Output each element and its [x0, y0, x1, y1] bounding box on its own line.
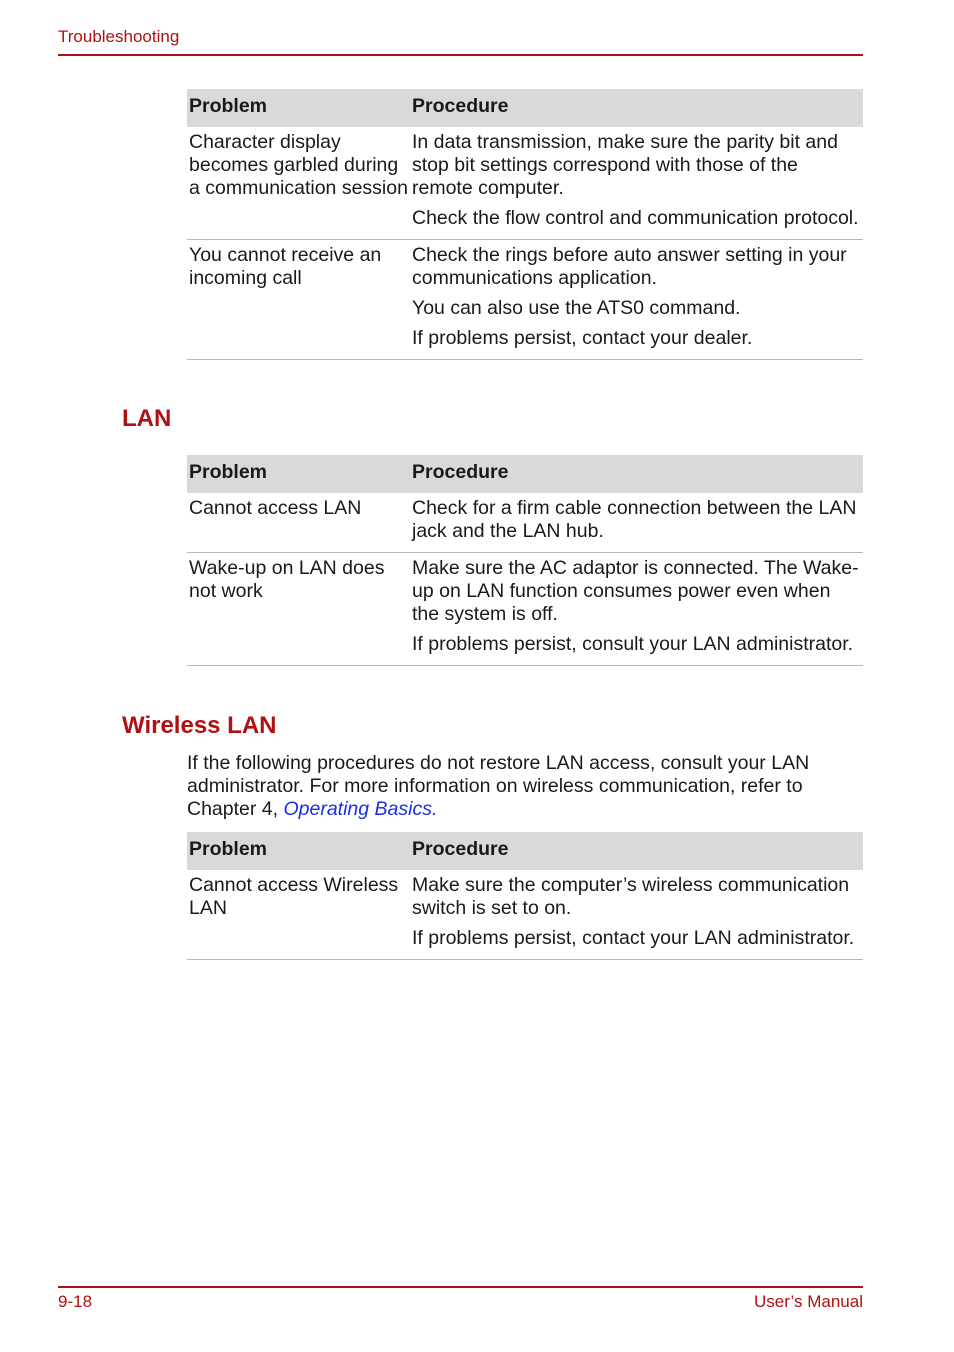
procedure-text: Make sure the computer’s wireless communication switch is set to on. — [412, 874, 850, 919]
table-header-row — [187, 832, 863, 870]
procedure-text: Check for a firm cable connection between the LAN jack and the LAN hub. — [412, 497, 857, 542]
procedure-text: You can also use the ATS0 command. — [412, 297, 741, 319]
procedure-text: If problems persist, consult your LAN administrator. — [412, 633, 854, 655]
procedure-cell — [410, 240, 863, 360]
wireless-lan-troubleshooting-table — [187, 832, 863, 960]
problem-cell: Cannot access Wireless LAN — [187, 870, 410, 960]
problem-cell: Wake-up on LAN does not work — [187, 553, 410, 666]
procedure-text: Check the rings before auto answer setting in your communications application. — [412, 244, 847, 289]
problem-cell: Cannot access LAN — [187, 493, 410, 553]
column-header-problem: Problem — [187, 455, 410, 493]
running-header: Troubleshooting — [58, 27, 180, 46]
table-row — [187, 553, 863, 666]
manual-title: User’s Manual — [754, 1292, 863, 1311]
table-row — [187, 493, 863, 553]
column-header-problem: Problem — [187, 89, 410, 127]
procedure-text: If problems persist, contact your dealer. — [412, 327, 753, 349]
procedure-cell — [410, 553, 863, 666]
procedure-text: Make sure the AC adaptor is connected. The Wake-up on LAN function consumes power even when the system is off. — [412, 557, 859, 625]
column-header-procedure: Procedure — [410, 89, 863, 127]
column-header-procedure: Procedure — [410, 832, 863, 870]
column-header-problem: Problem — [187, 832, 410, 870]
table-row — [187, 240, 863, 360]
column-header-procedure: Procedure — [410, 455, 863, 493]
wireless-intro-paragraph — [187, 752, 863, 821]
page-number: 9-18 — [58, 1292, 93, 1311]
operating-basics-link[interactable]: Operating Basics. — [283, 798, 438, 820]
header-rule — [58, 54, 863, 56]
procedure-cell — [410, 493, 863, 553]
procedure-text: If problems persist, contact your LAN administrator. — [412, 927, 855, 949]
section-title-lan: LAN — [122, 405, 172, 432]
intro-text: If the following procedures do not restore LAN access, consult your LAN administrator. For more information on wireless communication, refer to Chapter 4, — [187, 752, 810, 820]
table-row — [187, 127, 863, 240]
table-row — [187, 870, 863, 960]
table-header-row — [187, 89, 863, 127]
section-title-wireless-lan: Wireless LAN — [122, 712, 277, 739]
lan-troubleshooting-table — [187, 455, 863, 666]
procedure-text: Check the flow control and communication protocol. — [412, 207, 859, 229]
procedure-cell — [410, 870, 863, 960]
table-header-row — [187, 455, 863, 493]
problem-cell: Character display becomes garbled during a communication session — [187, 127, 410, 240]
communication-troubleshooting-table — [187, 89, 863, 360]
procedure-cell — [410, 127, 863, 240]
procedure-text: In data transmission, make sure the parity bit and stop bit settings correspond with those of the remote computer. — [412, 131, 838, 199]
problem-cell: You cannot receive an incoming call — [187, 240, 410, 360]
footer-rule — [58, 1286, 863, 1288]
